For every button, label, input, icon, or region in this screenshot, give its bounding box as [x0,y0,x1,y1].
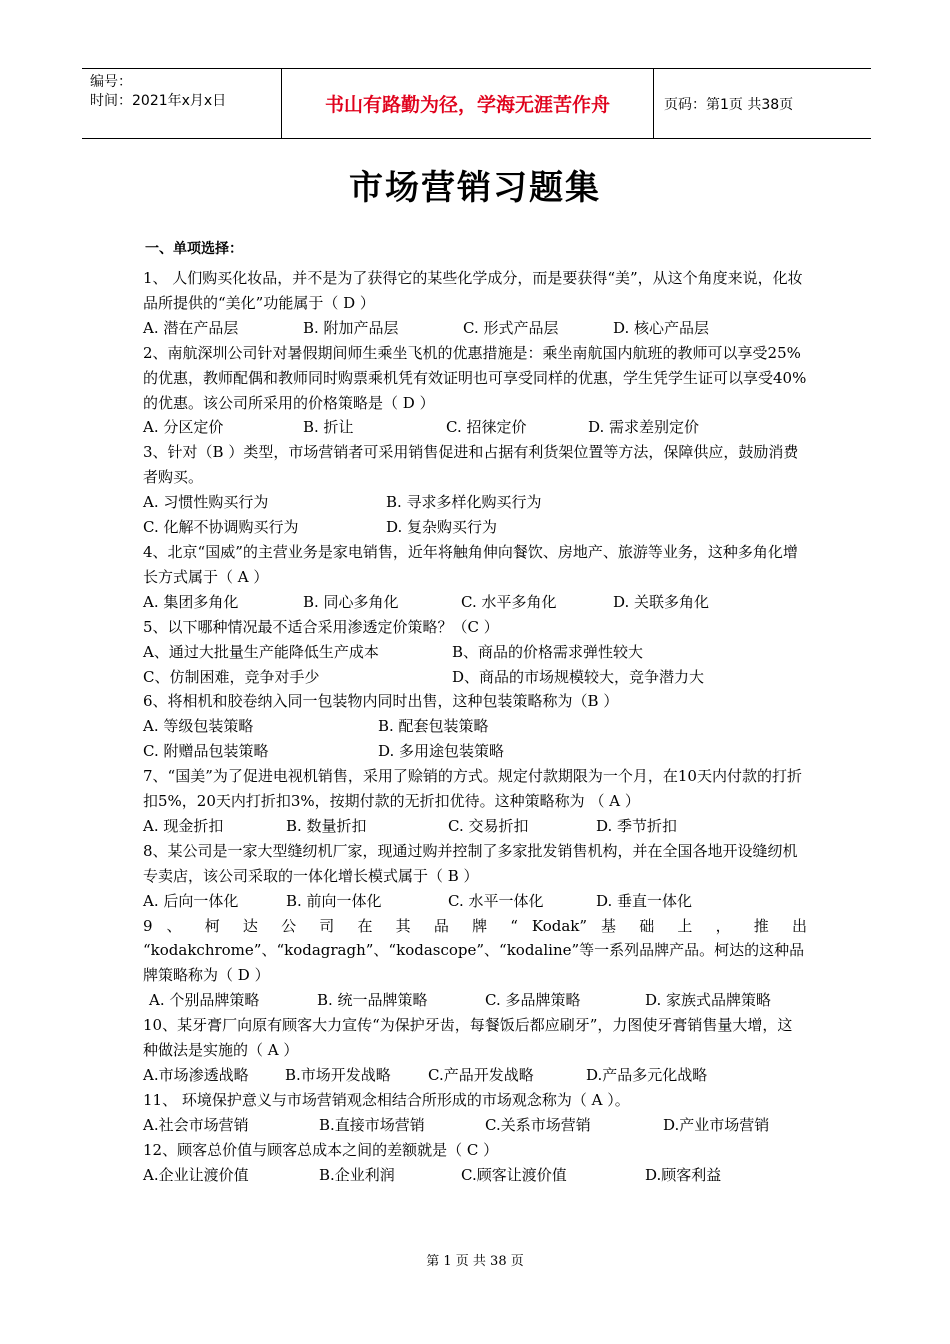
option: D.顾客利益 [645,1165,722,1184]
question-11: 11、 环境保护意义与市场营销观念相结合所形成的市场观念称为（ A ）。 [143,1090,630,1109]
question-10-options [143,1063,807,1088]
question-12-options [143,1163,807,1188]
option: C. 水平多角化 [461,592,557,611]
question-8: 8、某公司是一家大型缝纫机厂家，现通过购并控制了多家批发销售机构，并在全国各地开设缝纫机专卖店，该公司采取的一体化增长模式属于（ B ） [143,841,798,885]
question-7-options [143,814,807,839]
number-label: 编号： [90,74,132,90]
option: A. 潜在产品层 [143,318,239,337]
question-5-options-row1 [143,640,807,665]
option: A. 个别品牌策略 [149,991,260,1010]
option: C. 化解不协调购买行为 [143,518,299,537]
option: D. 复杂购买行为 [386,518,498,537]
option: B.企业利润 [319,1165,395,1184]
option: A.市场渗透战略 [143,1066,249,1084]
option: A. 现金折扣 [143,816,224,835]
question-6-options-row2 [143,739,807,764]
option: A. 集团多角化 [143,592,239,611]
option: B. 统一品牌策略 [317,991,428,1010]
option: D. 核心产品层 [613,318,710,337]
option: A. 等级包装策略 [143,717,254,736]
option: D.产业市场营销 [663,1115,770,1134]
question-3-options-row2 [143,515,807,540]
option: A. 分区定价 [143,418,224,437]
option: C.顾客让渡价值 [461,1165,567,1184]
question-6: 6、将相机和胶卷纳入同一包装物内同时出售，这种包装策略称为（B ） [143,692,619,711]
header-table [82,68,871,139]
option: A、通过大批量生产能降低生产成本 [143,642,379,661]
option: C. 水平一体化 [448,891,544,910]
option: D. 需求差别定价 [588,418,700,437]
option: A. 习惯性购买行为 [143,493,269,512]
question-5: 5、以下哪种情况最不适合采用渗透定价策略？（C ） [143,617,499,636]
option: C. 多品牌策略 [485,991,581,1010]
section-heading: 一、单项选择： [145,241,243,257]
date-label: 时间：2021年x月x日 [90,93,227,109]
option: B. 配套包装策略 [378,717,489,736]
option: D.产品多元化战略 [586,1066,708,1084]
question-3-options-row1 [143,490,807,515]
question-4: 4、北京“国威”的主营业务是家电销售，近年将触角伸向餐饮、房地产、旅游等业务，这种多角化增长方式属于（ A ） [143,542,798,586]
option: D、商品的市场规模较大，竞争潜力大 [452,667,705,686]
question-4-options [143,590,807,615]
header-page-label: 页码：第1页 共38页 [664,96,794,113]
question-5-options-row2 [143,665,807,690]
option: C.关系市场营销 [485,1115,591,1134]
question-1: 1、 人们购买化妆品，并不是为了获得它的某些化学成分，而是要获得“美”，从这个角度来说，化妆品所提供的“美化”功能属于（ D ） [143,269,803,312]
option: A.社会市场营销 [143,1115,249,1134]
option: B、商品的价格需求弹性较大 [452,642,644,661]
option: B.市场开发战略 [285,1066,391,1084]
question-11-options [143,1113,807,1138]
option: B. 折让 [303,418,354,437]
option: B. 数量折扣 [286,816,367,835]
question-12: 12、顾客总价值与顾客总成本之间的差额就是（ C ） [143,1140,499,1159]
question-9: “kodakchrome”、“kodagragh”、“kodascope”、“kodaline”等一系列品牌产品。柯达的这种品牌策略称为（ D ） [143,941,805,985]
question-9-line1: 9 、 柯 达 公 司 在 其 品 牌 “ Kodak” 基 础 上 ， 推 出 [143,916,807,935]
option: B. 附加产品层 [303,318,399,337]
option: C. 形式产品层 [463,318,559,337]
option: B. 寻求多样化购买行为 [386,493,542,512]
option: B.直接市场营销 [319,1115,425,1134]
question-7: 7、“国美”为了促进电视机销售，采用了赊销的方式。规定付款期限为一个月，在10天内付款的打折扣5%，20天内打折扣3%，按期付款的无折扣优待。这种策略称为 （ A ） [143,767,802,811]
option: D. 家族式品牌策略 [645,991,772,1010]
page-footer: 第 1 页 共 38 页 [426,1254,524,1269]
option: D. 关联多角化 [613,592,710,611]
option: B. 前向一体化 [286,891,382,910]
option: C.产品开发战略 [428,1066,534,1084]
question-list [143,266,807,1188]
option: C、仿制困难，竞争对手少 [143,667,320,686]
header-left-cell [82,69,282,138]
question-2: 2、南航深圳公司针对暑假期间师生乘坐飞机的优惠措施是：乘坐南航国内航班的教师可以享受25%的优惠，教师配偶和教师同时购票乘机凭有效证明也可享受同样的优惠，学生凭学生证可以享受40%的优惠。该公司所采用的价格策略是（ D ） [143,343,807,412]
option: C. 附赠品包装策略 [143,742,269,761]
question-8-options [143,889,807,914]
option: C. 交易折扣 [448,816,529,835]
question-3: 3、针对（B ）类型，市场营销者可采用销售促进和占据有利货架位置等方法，保障供应，鼓励消费者购买。 [143,443,799,487]
option: A. 后向一体化 [143,891,239,910]
question-6-options-row1 [143,714,807,739]
option: A.企业让渡价值 [143,1165,249,1184]
header-motto: 书山有路勤为径，学海无涯苦作舟 [282,69,654,138]
document-title: 市场营销习题集 [349,168,601,208]
question-2-options [143,415,807,440]
question-9-options [143,988,807,1013]
option: B. 同心多角化 [303,592,399,611]
option: D. 季节折扣 [596,816,678,835]
option: D. 垂直一体化 [596,891,693,910]
question-1-options [143,316,807,341]
option: D. 多用途包装策略 [378,742,505,761]
option: C. 招徕定价 [446,418,527,437]
question-10: 10、某牙膏厂向原有顾客大力宣传“为保护牙齿，每餐饭后都应刷牙”，力图使牙膏销售量大增，这种做法是实施的（ A ） [143,1016,793,1060]
